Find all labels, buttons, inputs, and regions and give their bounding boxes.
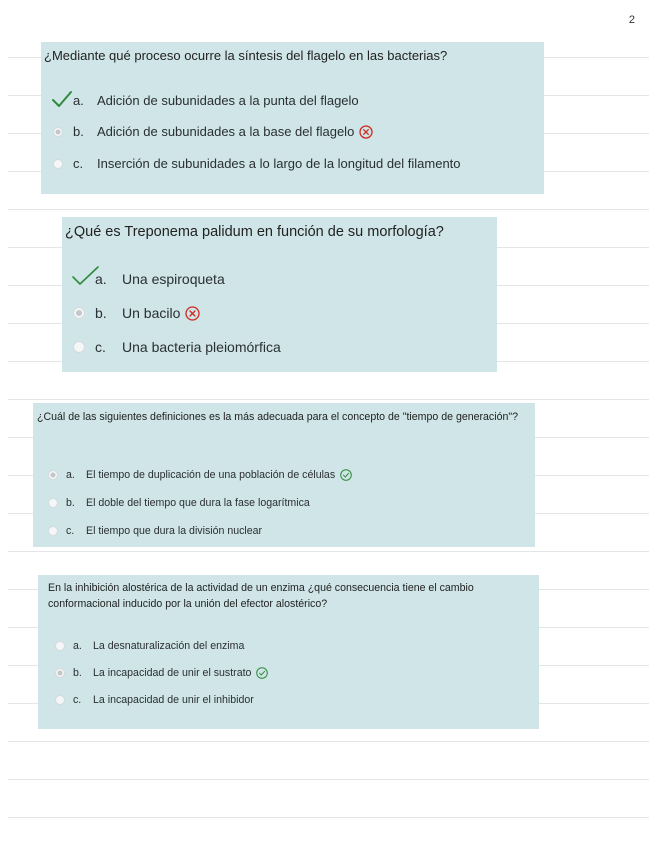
question-card — [41, 42, 544, 194]
question-text: En la inhibición alostérica de la actividad de un enzima ¿qué consecuencia tiene el cambio conformacional inducido por la unión del efector alostérico? — [48, 582, 474, 611]
incorrect-icon — [359, 125, 373, 139]
option-text: Un bacilo — [122, 305, 181, 321]
option-c[interactable] — [53, 156, 461, 171]
question-text: ¿Qué es Treponema palidum en función de su morfología? — [65, 224, 444, 240]
radio-button[interactable] — [73, 341, 85, 353]
option-letter: b. — [95, 305, 107, 321]
option-text: La incapacidad de unir el sustrato — [93, 667, 252, 679]
option-c[interactable] — [55, 694, 254, 706]
option-letter: c. — [95, 339, 106, 355]
option-letter: b. — [66, 497, 75, 509]
option-text: El tiempo que dura la división nuclear — [86, 525, 263, 537]
ruled-line — [8, 209, 649, 210]
question-text: ¿Mediante qué proceso ocurre la síntesis del flagelo en las bacterias? — [44, 48, 448, 63]
option-text: Una espiroqueta — [122, 271, 225, 287]
option-letter: c. — [66, 525, 75, 537]
option-text: Adición de subunidades a la base del flagelo — [97, 124, 355, 139]
page-number: 2 — [628, 14, 635, 26]
radio-button[interactable] — [55, 641, 65, 651]
option-c[interactable] — [48, 525, 262, 537]
radio-button[interactable] — [55, 668, 65, 678]
ruled-line — [8, 741, 649, 742]
option-a[interactable] — [73, 271, 225, 287]
incorrect-icon — [185, 306, 200, 321]
option-text: El tiempo de duplicación de una población de células — [86, 469, 336, 481]
question-card — [33, 403, 535, 547]
correct-icon — [340, 469, 352, 481]
correct-icon — [256, 667, 268, 679]
question-text: ¿Cuál de las siguientes definiciones es la más adecuada para el concepto de "tiempo de generación"? — [37, 411, 519, 423]
option-b[interactable] — [53, 124, 373, 139]
option-text: Inserción de subunidades a lo largo de la longitud del filamento — [97, 156, 461, 171]
option-text: La incapacidad de unir el inhibidor — [93, 694, 254, 706]
radio-button[interactable] — [53, 127, 63, 137]
radio-button[interactable] — [48, 470, 58, 480]
question-card — [62, 217, 497, 372]
option-letter: a. — [73, 640, 82, 652]
radio-button[interactable] — [55, 695, 65, 705]
option-c[interactable] — [73, 339, 281, 355]
option-letter: a. — [66, 469, 75, 481]
option-letter: a. — [95, 271, 107, 287]
option-text: La desnaturalización del enzima — [93, 640, 245, 652]
option-text: Una bacteria pleiomórfica — [122, 339, 281, 355]
question-card — [38, 575, 539, 729]
option-a[interactable] — [53, 93, 359, 108]
option-letter: a. — [73, 93, 84, 108]
ruled-line — [8, 817, 649, 818]
ruled-line — [8, 779, 649, 780]
option-a[interactable] — [55, 640, 244, 652]
option-b[interactable] — [73, 305, 200, 321]
option-text: Adición de subunidades a la punta del flagelo — [97, 93, 359, 108]
radio-button[interactable] — [53, 159, 63, 169]
radio-button[interactable] — [48, 498, 58, 508]
option-letter: b. — [73, 667, 82, 679]
option-letter: c. — [73, 694, 82, 706]
option-letter: b. — [73, 124, 84, 139]
option-b[interactable] — [55, 667, 268, 679]
ruled-line — [8, 551, 649, 552]
option-text: El doble del tiempo que dura la fase logarítmica — [86, 497, 310, 509]
option-letter: c. — [73, 156, 84, 171]
option-b[interactable] — [48, 497, 310, 509]
radio-button[interactable] — [48, 526, 58, 536]
ruled-line — [8, 399, 649, 400]
radio-button[interactable] — [73, 307, 85, 319]
option-a[interactable] — [48, 469, 352, 481]
